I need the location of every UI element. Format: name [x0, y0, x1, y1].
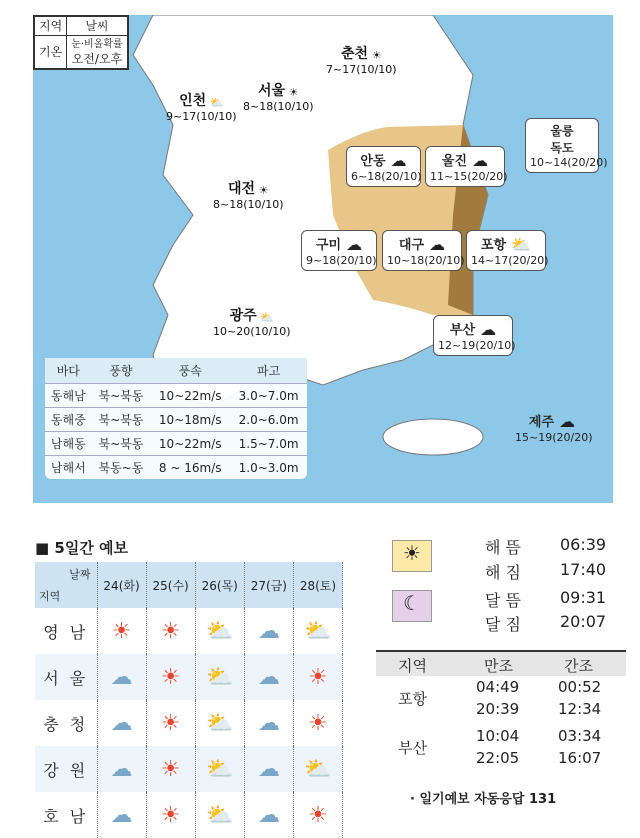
box-temp: 10~14(20/20) [530, 156, 608, 169]
sun-icon: ☀ [160, 664, 181, 690]
city-temp: 8~18(10/10) [243, 100, 314, 113]
city-chuncheon [326, 43, 397, 76]
tide-high: 20:39 [476, 700, 520, 718]
box-name: 대구 [398, 238, 425, 253]
cloud-icon: ☁ [257, 756, 280, 782]
tide-header: 지역 만조 간조 [376, 650, 626, 676]
moon-icon: ☾ [392, 590, 432, 622]
table-row: 영 남 ☀ ☀ ⛅ ☁ ⛅ [35, 608, 343, 654]
box-pohang [466, 230, 549, 271]
table-row: 동해중 북~북동 10~18m/s 2.0~6.0m [45, 408, 307, 432]
table-row: 동해남 북~북동 10~22m/s 3.0~7.0m [45, 384, 307, 408]
sun-cloud-icon: ⛅ [206, 802, 234, 828]
sun-icon: ☀ [111, 618, 132, 644]
cloud-icon: ☁ [390, 151, 407, 170]
cloud-icon: ☁ [257, 802, 280, 828]
cloud-icon: ☁ [257, 710, 280, 736]
sun-icon: ☀ [160, 710, 181, 736]
sunset-label: 해 짐 [485, 563, 521, 582]
sea-header: 바다 [45, 358, 92, 384]
forecast-day: 24(화) [97, 562, 146, 608]
box-busan [433, 315, 516, 356]
table-row: 서 울 ☁ ☀ ⛅ ☁ ☀ [35, 654, 343, 700]
sunset-time: 17:40 [560, 560, 607, 579]
sun-icon: ☀ [308, 802, 328, 828]
sun-cloud-icon: ⛅ [206, 756, 234, 782]
sun-cloud-icon: ⛅ [304, 618, 332, 644]
auto-response-note: · 일기예보 자동응답 131 [410, 792, 557, 807]
sun-icon: ☀ [160, 756, 181, 782]
box-name: 울릉 독도 [550, 124, 574, 155]
forecast-day: 28(토) [293, 562, 342, 608]
cloud-icon: ☁ [110, 710, 133, 736]
tide-low: 16:07 [558, 749, 602, 767]
sun-cloud-icon: ⛅ [511, 235, 532, 254]
box-temp: 6~18(20/10) [351, 170, 422, 183]
box-temp: 14~17(20/20) [471, 254, 549, 267]
sea-table [45, 358, 307, 479]
box-daegu [382, 230, 465, 271]
box-temp: 12~19(20/10) [438, 339, 516, 352]
tide-low: 03:34 [558, 727, 602, 745]
moonset-label: 달 짐 [485, 615, 521, 634]
sea-header: 풍속 [150, 358, 230, 384]
weather-map [33, 15, 613, 503]
sun-cloud-icon: ⛅ [206, 710, 234, 736]
box-gumi [301, 230, 377, 271]
cloud-icon: ☁ [110, 756, 133, 782]
moonrise-time: 09:31 [560, 588, 607, 607]
box-andong [346, 146, 421, 187]
box-name: 포항 [480, 238, 507, 253]
legend-prob: 눈·비올확률 오전/오후 [67, 36, 127, 69]
city-temp: 7~17(10/10) [326, 63, 397, 76]
cloud-icon: ☁ [472, 151, 489, 170]
forecast-day: 25(수) [146, 562, 195, 608]
city-temp: 8~18(10/10) [213, 198, 284, 211]
tide-region: 부산 [398, 739, 427, 757]
city-name: 춘천 [341, 46, 369, 62]
box-ulleung [525, 118, 608, 173]
sun-icon: ☀ [308, 664, 328, 690]
box-jeju [511, 408, 593, 447]
sun-cloud-icon: ⛅ [206, 664, 234, 690]
cloud-icon: ☁ [346, 235, 363, 254]
tide-region: 포항 [398, 690, 427, 708]
cloud-icon: ☁ [257, 618, 280, 644]
tide-high: 22:05 [476, 749, 520, 767]
sun-icon: ☀ [392, 540, 432, 572]
tide-high: 10:04 [476, 727, 520, 745]
cloud-icon: ☁ [559, 412, 576, 431]
box-temp: 10~18(20/10) [387, 254, 465, 267]
forecast-table [35, 562, 343, 838]
forecast-corner: 날짜 지역 [35, 562, 97, 608]
legend-weather: 날씨 [67, 17, 127, 36]
box-name: 부산 [449, 323, 476, 338]
table-row: 남해서 북동~동 8 ~ 16m/s 1.0~3.0m [45, 456, 307, 480]
cloud-icon: ☁ [110, 664, 133, 690]
table-row: 충 청 ☁ ☀ ⛅ ☁ ☀ [35, 700, 343, 746]
tide-low: 12:34 [558, 700, 602, 718]
legend-region: 지역 [35, 17, 67, 36]
city-daejeon [213, 178, 284, 211]
sun-icon: ☀ [160, 618, 181, 644]
tide-low: 00:52 [558, 678, 602, 696]
city-gwangju [213, 305, 291, 338]
city-seoul [243, 80, 314, 113]
box-name: 제주 [528, 415, 555, 430]
box-uljin [425, 146, 508, 187]
city-name: 서울 [258, 83, 286, 99]
forecast-day: 26(목) [195, 562, 244, 608]
sun-icon: ☀ [258, 183, 269, 197]
tide-high: 04:49 [476, 678, 520, 696]
city-name: 광주 [229, 308, 257, 324]
cloud-icon: ☁ [257, 664, 280, 690]
sun-icon: ☀ [160, 802, 181, 828]
table-row: 남해동 북~북동 10~22m/s 1.5~7.0m [45, 432, 307, 456]
city-temp: 9~17(10/10) [166, 110, 237, 123]
sun-cloud-icon: ⛅ [206, 618, 234, 644]
map-legend [33, 15, 129, 70]
sunrise-label: 해 뜸 [485, 538, 521, 557]
sun-cloud-icon: ⛅ [260, 310, 274, 324]
city-temp: 10~20(10/10) [213, 325, 291, 338]
box-temp: 15~19(20/20) [515, 431, 593, 444]
sunrise-time: 06:39 [560, 535, 607, 554]
moonset-time: 20:07 [560, 612, 607, 631]
city-incheon [166, 90, 237, 123]
cloud-icon: ☁ [429, 235, 446, 254]
city-name: 인천 [179, 93, 207, 109]
cloud-icon: ☁ [480, 320, 497, 339]
legend-temp: 기온 [35, 36, 67, 69]
box-temp: 9~18(20/10) [306, 254, 377, 267]
box-temp: 11~15(20/20) [430, 170, 508, 183]
cloud-icon: ☁ [110, 802, 133, 828]
table-row: 강 원 ☁ ☀ ⛅ ☁ ⛅ [35, 746, 343, 792]
sun-cloud-icon: ⛅ [304, 756, 332, 782]
sun-icon: ☀ [288, 85, 299, 99]
sun-cloud-icon: ⛅ [209, 95, 224, 109]
forecast-day: 27(금) [244, 562, 293, 608]
sea-header: 풍향 [92, 358, 151, 384]
box-name: 안동 [360, 154, 386, 169]
moonrise-label: 달 뜸 [485, 591, 521, 610]
sea-header: 파고 [230, 358, 307, 384]
sun-icon: ☀ [371, 48, 382, 62]
forecast-title: ■ 5일간 예보 [35, 539, 129, 557]
box-name: 울진 [441, 154, 468, 169]
table-row: 호 남 ☁ ☀ ⛅ ☁ ☀ [35, 792, 343, 838]
sun-icon: ☀ [308, 710, 328, 736]
box-name: 구미 [315, 238, 342, 253]
city-name: 대전 [228, 181, 256, 197]
